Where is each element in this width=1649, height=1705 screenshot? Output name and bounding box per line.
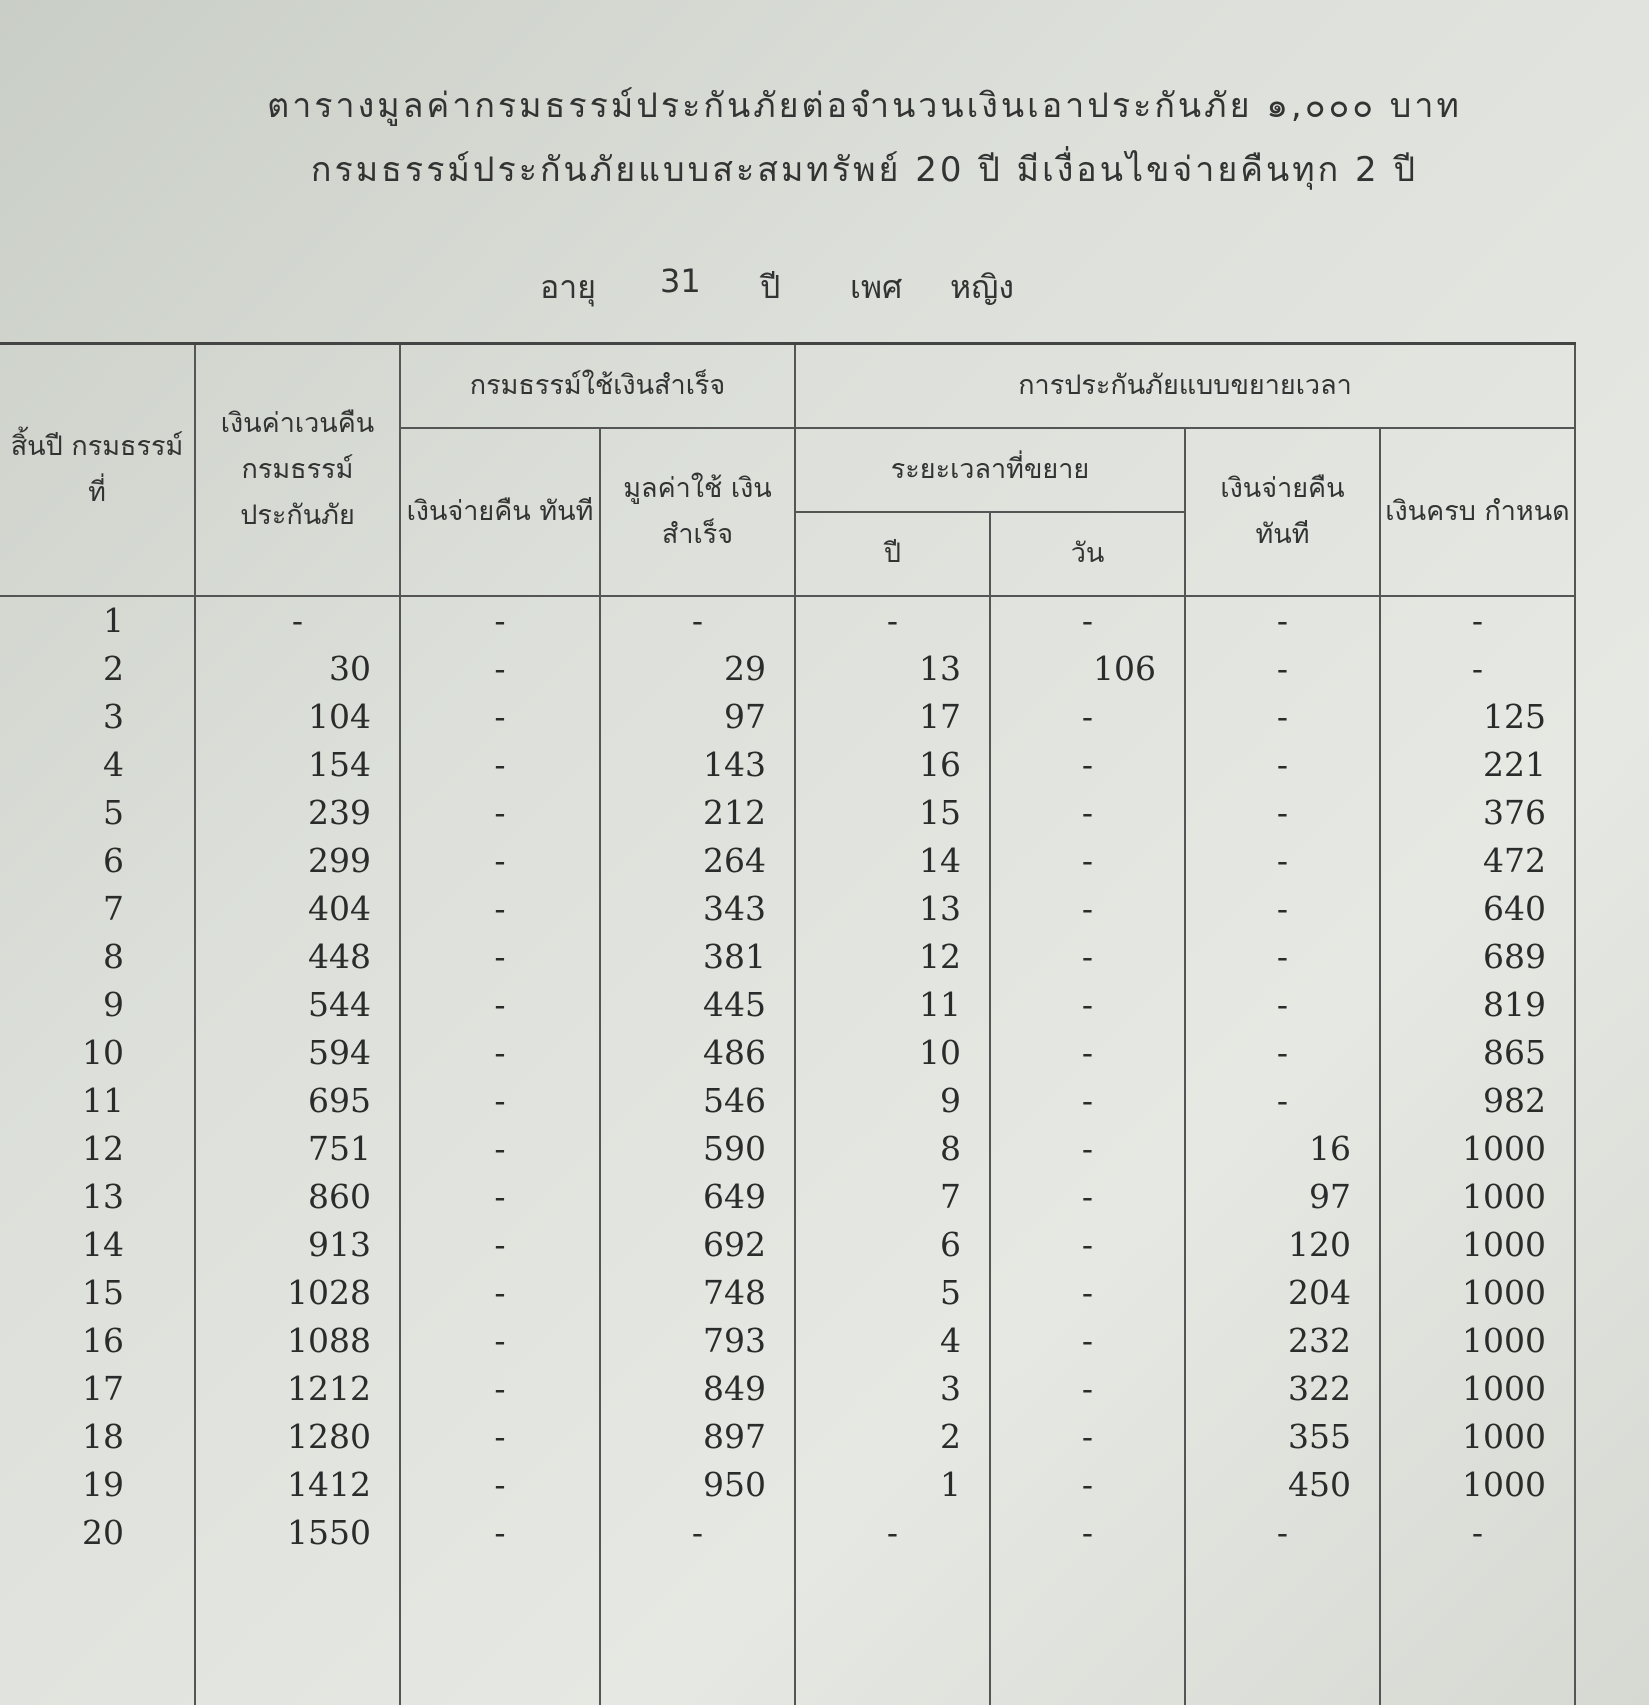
table-cell: 322 <box>1185 1365 1380 1413</box>
table-cell: 19 <box>0 1461 195 1509</box>
insured-info <box>540 262 1050 313</box>
table-cell: - <box>990 885 1185 933</box>
table-cell: - <box>400 981 600 1029</box>
header-ext-immediate-cash: เงินจ่ายคืน ทันที <box>1185 428 1380 596</box>
age-label: อายุ <box>540 268 596 306</box>
header-days: วัน <box>990 512 1185 596</box>
table-cell: - <box>1185 596 1380 645</box>
table-cell: - <box>990 1317 1185 1365</box>
table-cell: 30 <box>195 645 400 693</box>
table-cell: 950 <box>600 1461 795 1509</box>
table-cell: - <box>1185 789 1380 837</box>
table-cell: 546 <box>600 1077 795 1125</box>
table-cell: - <box>990 1269 1185 1317</box>
table-cell: - <box>1185 741 1380 789</box>
table-row <box>0 1509 1575 1557</box>
table-cell: 14 <box>795 837 990 885</box>
table-cell: 10 <box>795 1029 990 1077</box>
table-cell: - <box>990 693 1185 741</box>
table-cell: - <box>1185 837 1380 885</box>
table-cell: 20 <box>0 1509 195 1557</box>
table-cell: 97 <box>600 693 795 741</box>
table-cell: 17 <box>0 1365 195 1413</box>
table-cell: 5 <box>795 1269 990 1317</box>
table-cell: 8 <box>0 933 195 981</box>
table-cell: 1 <box>795 1461 990 1509</box>
table-cell: 590 <box>600 1125 795 1173</box>
table-cell: 232 <box>1185 1317 1380 1365</box>
table-row <box>0 1221 1575 1269</box>
table-body <box>0 596 1575 1705</box>
table-cell: 692 <box>600 1221 795 1269</box>
table-cell: 2 <box>795 1413 990 1461</box>
age-unit: ปี <box>760 268 781 306</box>
table-cell: 7 <box>795 1173 990 1221</box>
table-cell: 1000 <box>1380 1413 1575 1461</box>
table-cell: 12 <box>795 933 990 981</box>
table-cell: 9 <box>0 981 195 1029</box>
table-cell: - <box>400 693 600 741</box>
table-title: ตารางมูลค่ากรมธรรม์ประกันภัยต่อจำนวนเงินเอาประกันภัย ๑,๐๐๐ บาท <box>267 86 1462 126</box>
table-cell: - <box>990 789 1185 837</box>
table-cell: 8 <box>795 1125 990 1173</box>
table-cell: 343 <box>600 885 795 933</box>
table-cell: 221 <box>1380 741 1575 789</box>
table-cell: 29 <box>600 645 795 693</box>
table-cell: 751 <box>195 1125 400 1173</box>
table-cell: 649 <box>600 1173 795 1221</box>
table-cell: 212 <box>600 789 795 837</box>
table-cell: 12 <box>0 1125 195 1173</box>
table-row <box>0 1125 1575 1173</box>
table-row <box>0 741 1575 789</box>
table-cell: 14 <box>0 1221 195 1269</box>
table-row <box>0 1269 1575 1317</box>
table-cell: 1000 <box>1380 1269 1575 1317</box>
table-row <box>0 933 1575 981</box>
table-cell: 486 <box>600 1029 795 1077</box>
table-cell: - <box>400 1365 600 1413</box>
table-cell: 13 <box>0 1173 195 1221</box>
table-cell: 793 <box>600 1317 795 1365</box>
table-cell: - <box>990 1077 1185 1125</box>
table-cell: - <box>990 981 1185 1029</box>
table-cell: - <box>400 885 600 933</box>
table-cell: 1000 <box>1380 1125 1575 1173</box>
table-cell: 4 <box>0 741 195 789</box>
table-cell: - <box>990 837 1185 885</box>
table-cell: - <box>400 837 600 885</box>
table-cell: 748 <box>600 1269 795 1317</box>
table-cell: - <box>400 1221 600 1269</box>
table-row <box>0 837 1575 885</box>
table-cell: - <box>990 1125 1185 1173</box>
table-row <box>0 1317 1575 1365</box>
table-cell: - <box>195 596 400 645</box>
header-extended-group: การประกันภัยแบบขยายเวลา <box>795 344 1575 429</box>
header-paid-up-group: กรมธรรม์ใช้เงินสำเร็จ <box>400 344 795 429</box>
table-cell: 1088 <box>195 1317 400 1365</box>
table-cell: 404 <box>195 885 400 933</box>
table-cell: 11 <box>0 1077 195 1125</box>
table-cell: - <box>990 1461 1185 1509</box>
table-cell: 1412 <box>195 1461 400 1509</box>
table-cell: 819 <box>1380 981 1575 1029</box>
table-cell: 450 <box>1185 1461 1380 1509</box>
table-cell: - <box>400 1173 600 1221</box>
table-cell: - <box>1185 645 1380 693</box>
sex-label: เพศ <box>850 268 903 306</box>
table-cell: - <box>795 1509 990 1557</box>
age-value: 31 <box>660 262 701 300</box>
table-cell: 860 <box>195 1173 400 1221</box>
table-cell: - <box>400 741 600 789</box>
table-cell: 1000 <box>1380 1173 1575 1221</box>
table-cell: - <box>990 1365 1185 1413</box>
table-cell: 120 <box>1185 1221 1380 1269</box>
table-cell: 204 <box>1185 1269 1380 1317</box>
table-cell: - <box>1380 596 1575 645</box>
table-row <box>0 596 1575 645</box>
table-cell: 13 <box>795 645 990 693</box>
table-cell: - <box>400 933 600 981</box>
policy-value-table <box>0 342 1576 1705</box>
table-cell: 445 <box>600 981 795 1029</box>
table-cell: 154 <box>195 741 400 789</box>
table-cell: 15 <box>795 789 990 837</box>
table-cell: 472 <box>1380 837 1575 885</box>
table-cell: 125 <box>1380 693 1575 741</box>
header-maturity: เงินครบ กำหนด <box>1380 428 1575 596</box>
table-cell: 17 <box>795 693 990 741</box>
table-cell: 544 <box>195 981 400 1029</box>
table-cell: 1212 <box>195 1365 400 1413</box>
header-paid-up-value: มูลค่าใช้ เงินสำเร็จ <box>600 428 795 596</box>
table-cell: - <box>1185 933 1380 981</box>
table-row <box>0 693 1575 741</box>
table-cell: 1 <box>0 596 195 645</box>
table-cell: - <box>400 1317 600 1365</box>
table-cell: 1028 <box>195 1269 400 1317</box>
table-row <box>0 1029 1575 1077</box>
table-cell: - <box>400 1077 600 1125</box>
table-cell: 865 <box>1380 1029 1575 1077</box>
header-extended-period: ระยะเวลาที่ขยาย <box>795 428 1185 512</box>
table-cell: - <box>1185 693 1380 741</box>
table-cell: 3 <box>795 1365 990 1413</box>
table-cell: 16 <box>795 741 990 789</box>
table-cell: 97 <box>1185 1173 1380 1221</box>
table-row <box>0 885 1575 933</box>
table-row <box>0 1413 1575 1461</box>
table-subtitle: กรมธรรม์ประกันภัยแบบสะสมทรัพย์ 20 ปี มีเงื่อนไขจ่ายคืนทุก 2 ปี <box>310 150 1419 190</box>
header-surrender-value: เงินค่าเวนคืน กรมธรรม์ ประกันภัย <box>195 344 400 597</box>
table-row <box>0 1173 1575 1221</box>
table-cell: - <box>400 1125 600 1173</box>
table-cell: 913 <box>195 1221 400 1269</box>
table-cell: - <box>1185 1509 1380 1557</box>
table-cell: 7 <box>0 885 195 933</box>
table-cell: 982 <box>1380 1077 1575 1125</box>
table-cell: 16 <box>0 1317 195 1365</box>
table-cell: 1000 <box>1380 1365 1575 1413</box>
table-cell: 106 <box>990 645 1185 693</box>
table-cell: - <box>400 645 600 693</box>
table-cell: 264 <box>600 837 795 885</box>
table-cell: - <box>990 741 1185 789</box>
table-row <box>0 981 1575 1029</box>
table-cell: 299 <box>195 837 400 885</box>
table-cell: 376 <box>1380 789 1575 837</box>
table-cell: 1000 <box>1380 1461 1575 1509</box>
table-cell: - <box>990 933 1185 981</box>
table-cell: - <box>795 596 990 645</box>
header-years: ปี <box>795 512 990 596</box>
table-cell: - <box>990 596 1185 645</box>
table-cell: - <box>990 1173 1185 1221</box>
table-cell: - <box>990 1029 1185 1077</box>
sex-value: หญิง <box>950 268 1014 306</box>
table-cell: - <box>1185 1077 1380 1125</box>
table-cell: 640 <box>1380 885 1575 933</box>
table-cell: 11 <box>795 981 990 1029</box>
table-cell: 448 <box>195 933 400 981</box>
table-row <box>0 645 1575 693</box>
table-cell: 849 <box>600 1365 795 1413</box>
table-cell: 5 <box>0 789 195 837</box>
table-cell: 695 <box>195 1077 400 1125</box>
table-cell: - <box>990 1413 1185 1461</box>
table-cell: - <box>990 1221 1185 1269</box>
table-cell: 6 <box>0 837 195 885</box>
table-cell: - <box>400 1509 600 1557</box>
table-cell: 2 <box>0 645 195 693</box>
table-row <box>0 1365 1575 1413</box>
table-cell: 897 <box>600 1413 795 1461</box>
table-cell: - <box>990 1509 1185 1557</box>
table-cell: 10 <box>0 1029 195 1077</box>
table-cell: 16 <box>1185 1125 1380 1173</box>
table-row <box>0 1077 1575 1125</box>
table-cell: 13 <box>795 885 990 933</box>
table-cell: 1000 <box>1380 1317 1575 1365</box>
table-filler-row <box>0 1557 1575 1705</box>
table-cell: 1000 <box>1380 1221 1575 1269</box>
table-cell: 381 <box>600 933 795 981</box>
table-cell: - <box>1380 645 1575 693</box>
table-cell: - <box>600 1509 795 1557</box>
table-cell: - <box>400 1413 600 1461</box>
table-cell: - <box>1185 885 1380 933</box>
table-row <box>0 1461 1575 1509</box>
table-cell: - <box>400 1029 600 1077</box>
header-immediate-cash: เงินจ่ายคืน ทันที <box>400 428 600 596</box>
table-cell: 15 <box>0 1269 195 1317</box>
table-row <box>0 789 1575 837</box>
table-cell: 104 <box>195 693 400 741</box>
table-cell: - <box>400 1461 600 1509</box>
table-cell: 3 <box>0 693 195 741</box>
table-cell: 689 <box>1380 933 1575 981</box>
table-cell: - <box>1185 1029 1380 1077</box>
table-cell: - <box>400 596 600 645</box>
table-cell: 1550 <box>195 1509 400 1557</box>
table-cell: - <box>1185 981 1380 1029</box>
table-cell: - <box>400 1269 600 1317</box>
header-policy-year: สิ้นปี กรมธรรม์ ที่ <box>0 344 195 597</box>
table-cell: 1280 <box>195 1413 400 1461</box>
table-cell: 6 <box>795 1221 990 1269</box>
table-cell: - <box>1380 1509 1575 1557</box>
table-cell: - <box>400 789 600 837</box>
table-cell: 143 <box>600 741 795 789</box>
table-cell: 4 <box>795 1317 990 1365</box>
table-cell: 594 <box>195 1029 400 1077</box>
table-cell: 9 <box>795 1077 990 1125</box>
table-cell: 18 <box>0 1413 195 1461</box>
table-cell: 355 <box>1185 1413 1380 1461</box>
table-cell: 239 <box>195 789 400 837</box>
table-cell: - <box>600 596 795 645</box>
